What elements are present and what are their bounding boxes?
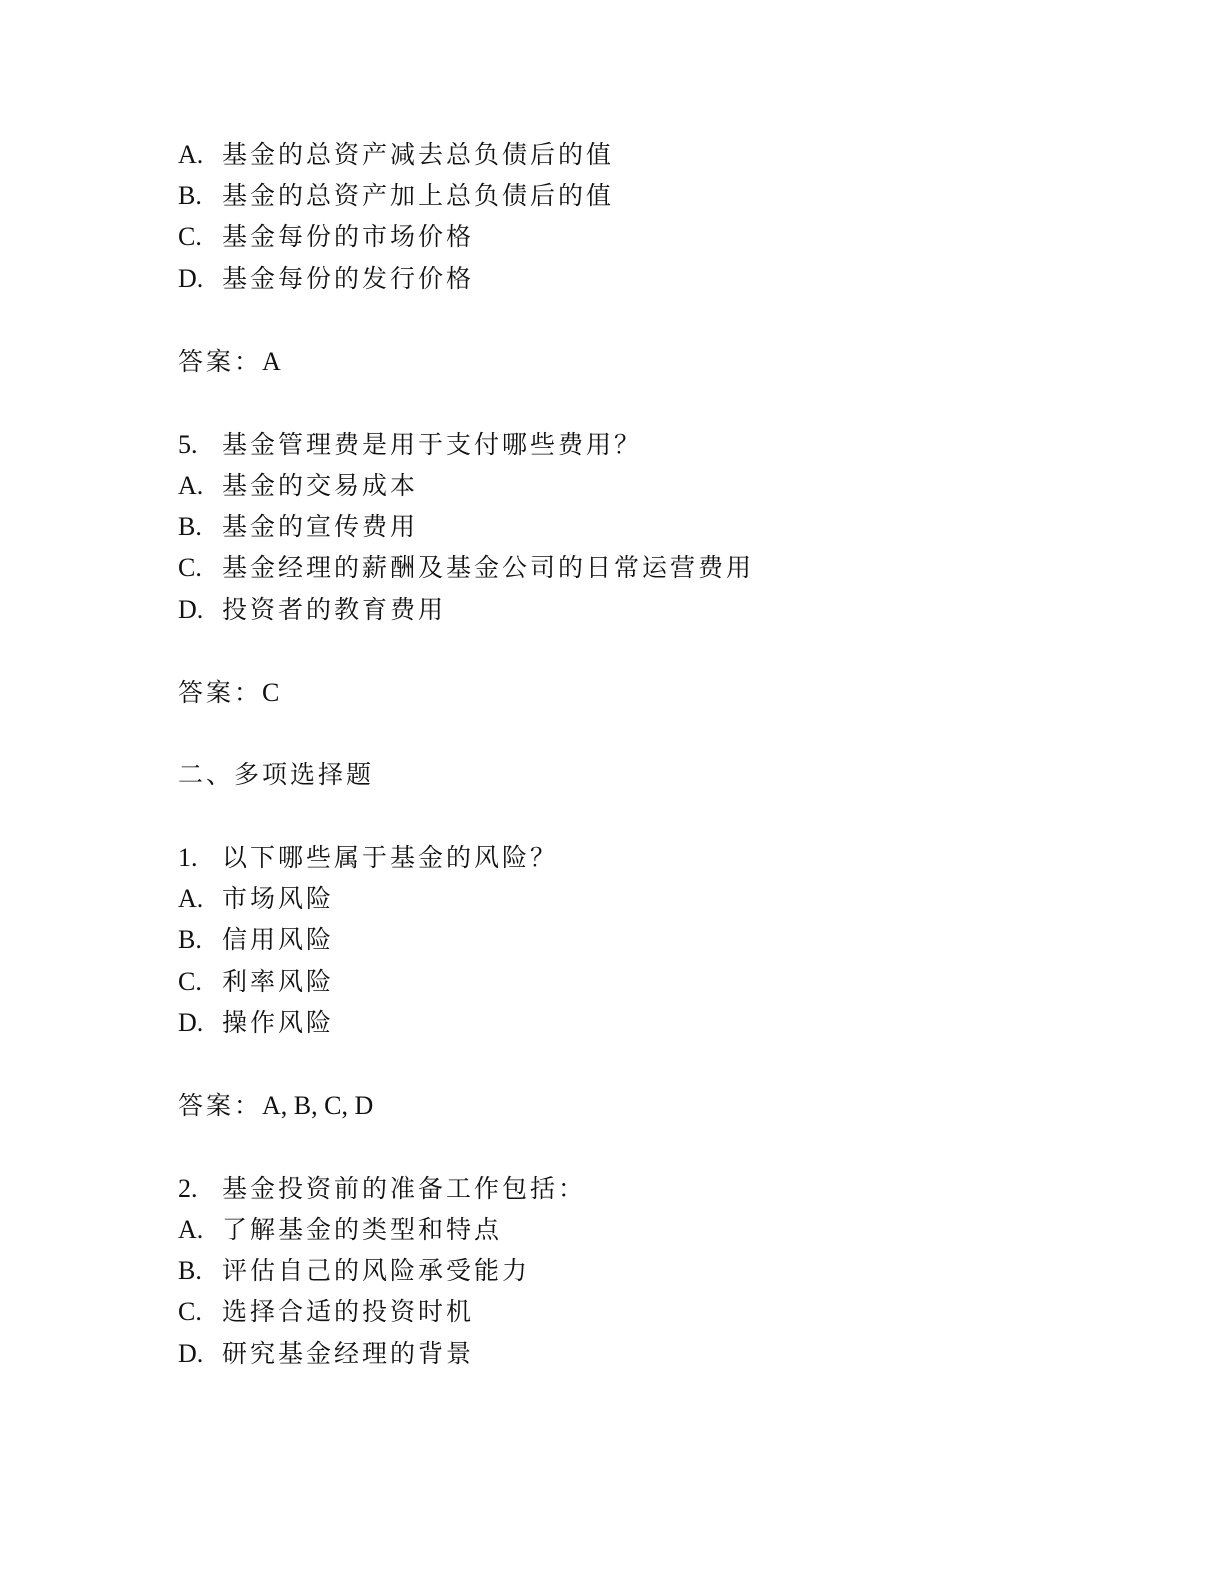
option-text: 市场风险 (222, 884, 335, 913)
q5-option-a (178, 466, 418, 506)
mq1-option-d (178, 1003, 334, 1043)
option-text: 基金的宣传费用 (222, 512, 419, 541)
mq1-answer (178, 1086, 373, 1126)
answer-prefix: 答案： (178, 347, 263, 376)
option-label: A. (178, 140, 204, 169)
option-label: B. (178, 181, 202, 210)
q4-option-b (178, 176, 614, 216)
section-heading: 二、多项选择题 (178, 760, 375, 789)
q4-option-c (178, 217, 474, 257)
option-label: B. (178, 512, 202, 541)
mq2-option-a (178, 1210, 502, 1250)
mq2-question (178, 1169, 586, 1209)
mq1-option-a (178, 879, 334, 919)
question-number: 1. (178, 843, 198, 872)
mq2-option-b (178, 1251, 530, 1291)
q5-option-d (178, 590, 446, 630)
answer-value: C (262, 678, 280, 707)
option-label: A. (178, 471, 204, 500)
q5-option-b (178, 507, 418, 547)
option-text: 利率风险 (222, 967, 335, 996)
q4-answer (178, 342, 281, 382)
option-text: 操作风险 (222, 1008, 335, 1037)
mq2-option-c (178, 1292, 474, 1332)
mq1-option-c (178, 962, 334, 1002)
option-text: 评估自己的风险承受能力 (222, 1256, 531, 1285)
option-text: 基金每份的市场价格 (222, 222, 475, 251)
option-label: D. (178, 595, 204, 624)
option-label: C. (178, 222, 202, 251)
option-label: B. (178, 925, 202, 954)
answer-prefix: 答案： (178, 1091, 263, 1120)
option-label: D. (178, 1008, 204, 1037)
q5-question (178, 425, 642, 465)
question-number: 2. (178, 1174, 198, 1203)
mq1-option-b (178, 920, 334, 960)
q5-answer (178, 673, 279, 713)
option-label: D. (178, 1339, 204, 1368)
option-text: 信用风险 (222, 925, 335, 954)
option-label: A. (178, 884, 204, 913)
option-text: 选择合适的投资时机 (222, 1297, 475, 1326)
question-text: 以下哪些属于基金的风险？ (222, 843, 559, 872)
option-text: 研究基金经理的背景 (222, 1339, 475, 1368)
option-text: 投资者的教育费用 (222, 595, 447, 624)
option-label: B. (178, 1256, 202, 1285)
option-text: 基金经理的薪酬及基金公司的日常运营费用 (222, 553, 755, 582)
q4-option-a (178, 135, 614, 175)
mq2-option-d (178, 1334, 474, 1374)
option-text: 基金的总资产加上总负债后的值 (222, 181, 615, 210)
option-label: A. (178, 1215, 204, 1244)
option-label: C. (178, 553, 202, 582)
q4-option-d (178, 259, 474, 299)
answer-value: A (262, 347, 281, 376)
answer-value: A, B, C, D (262, 1091, 374, 1120)
question-text: 基金管理费是用于支付哪些费用？ (222, 430, 643, 459)
option-text: 了解基金的类型和特点 (222, 1215, 503, 1244)
answer-prefix: 答案： (178, 678, 263, 707)
option-label: D. (178, 264, 204, 293)
question-text: 基金投资前的准备工作包括： (222, 1174, 587, 1203)
option-label: C. (178, 967, 202, 996)
option-text: 基金的总资产减去总负债后的值 (222, 140, 615, 169)
option-text: 基金的交易成本 (222, 471, 419, 500)
option-text: 基金每份的发行价格 (222, 264, 475, 293)
q5-option-c (178, 548, 754, 588)
option-label: C. (178, 1297, 202, 1326)
question-number: 5. (178, 430, 198, 459)
mq1-question (178, 838, 558, 878)
